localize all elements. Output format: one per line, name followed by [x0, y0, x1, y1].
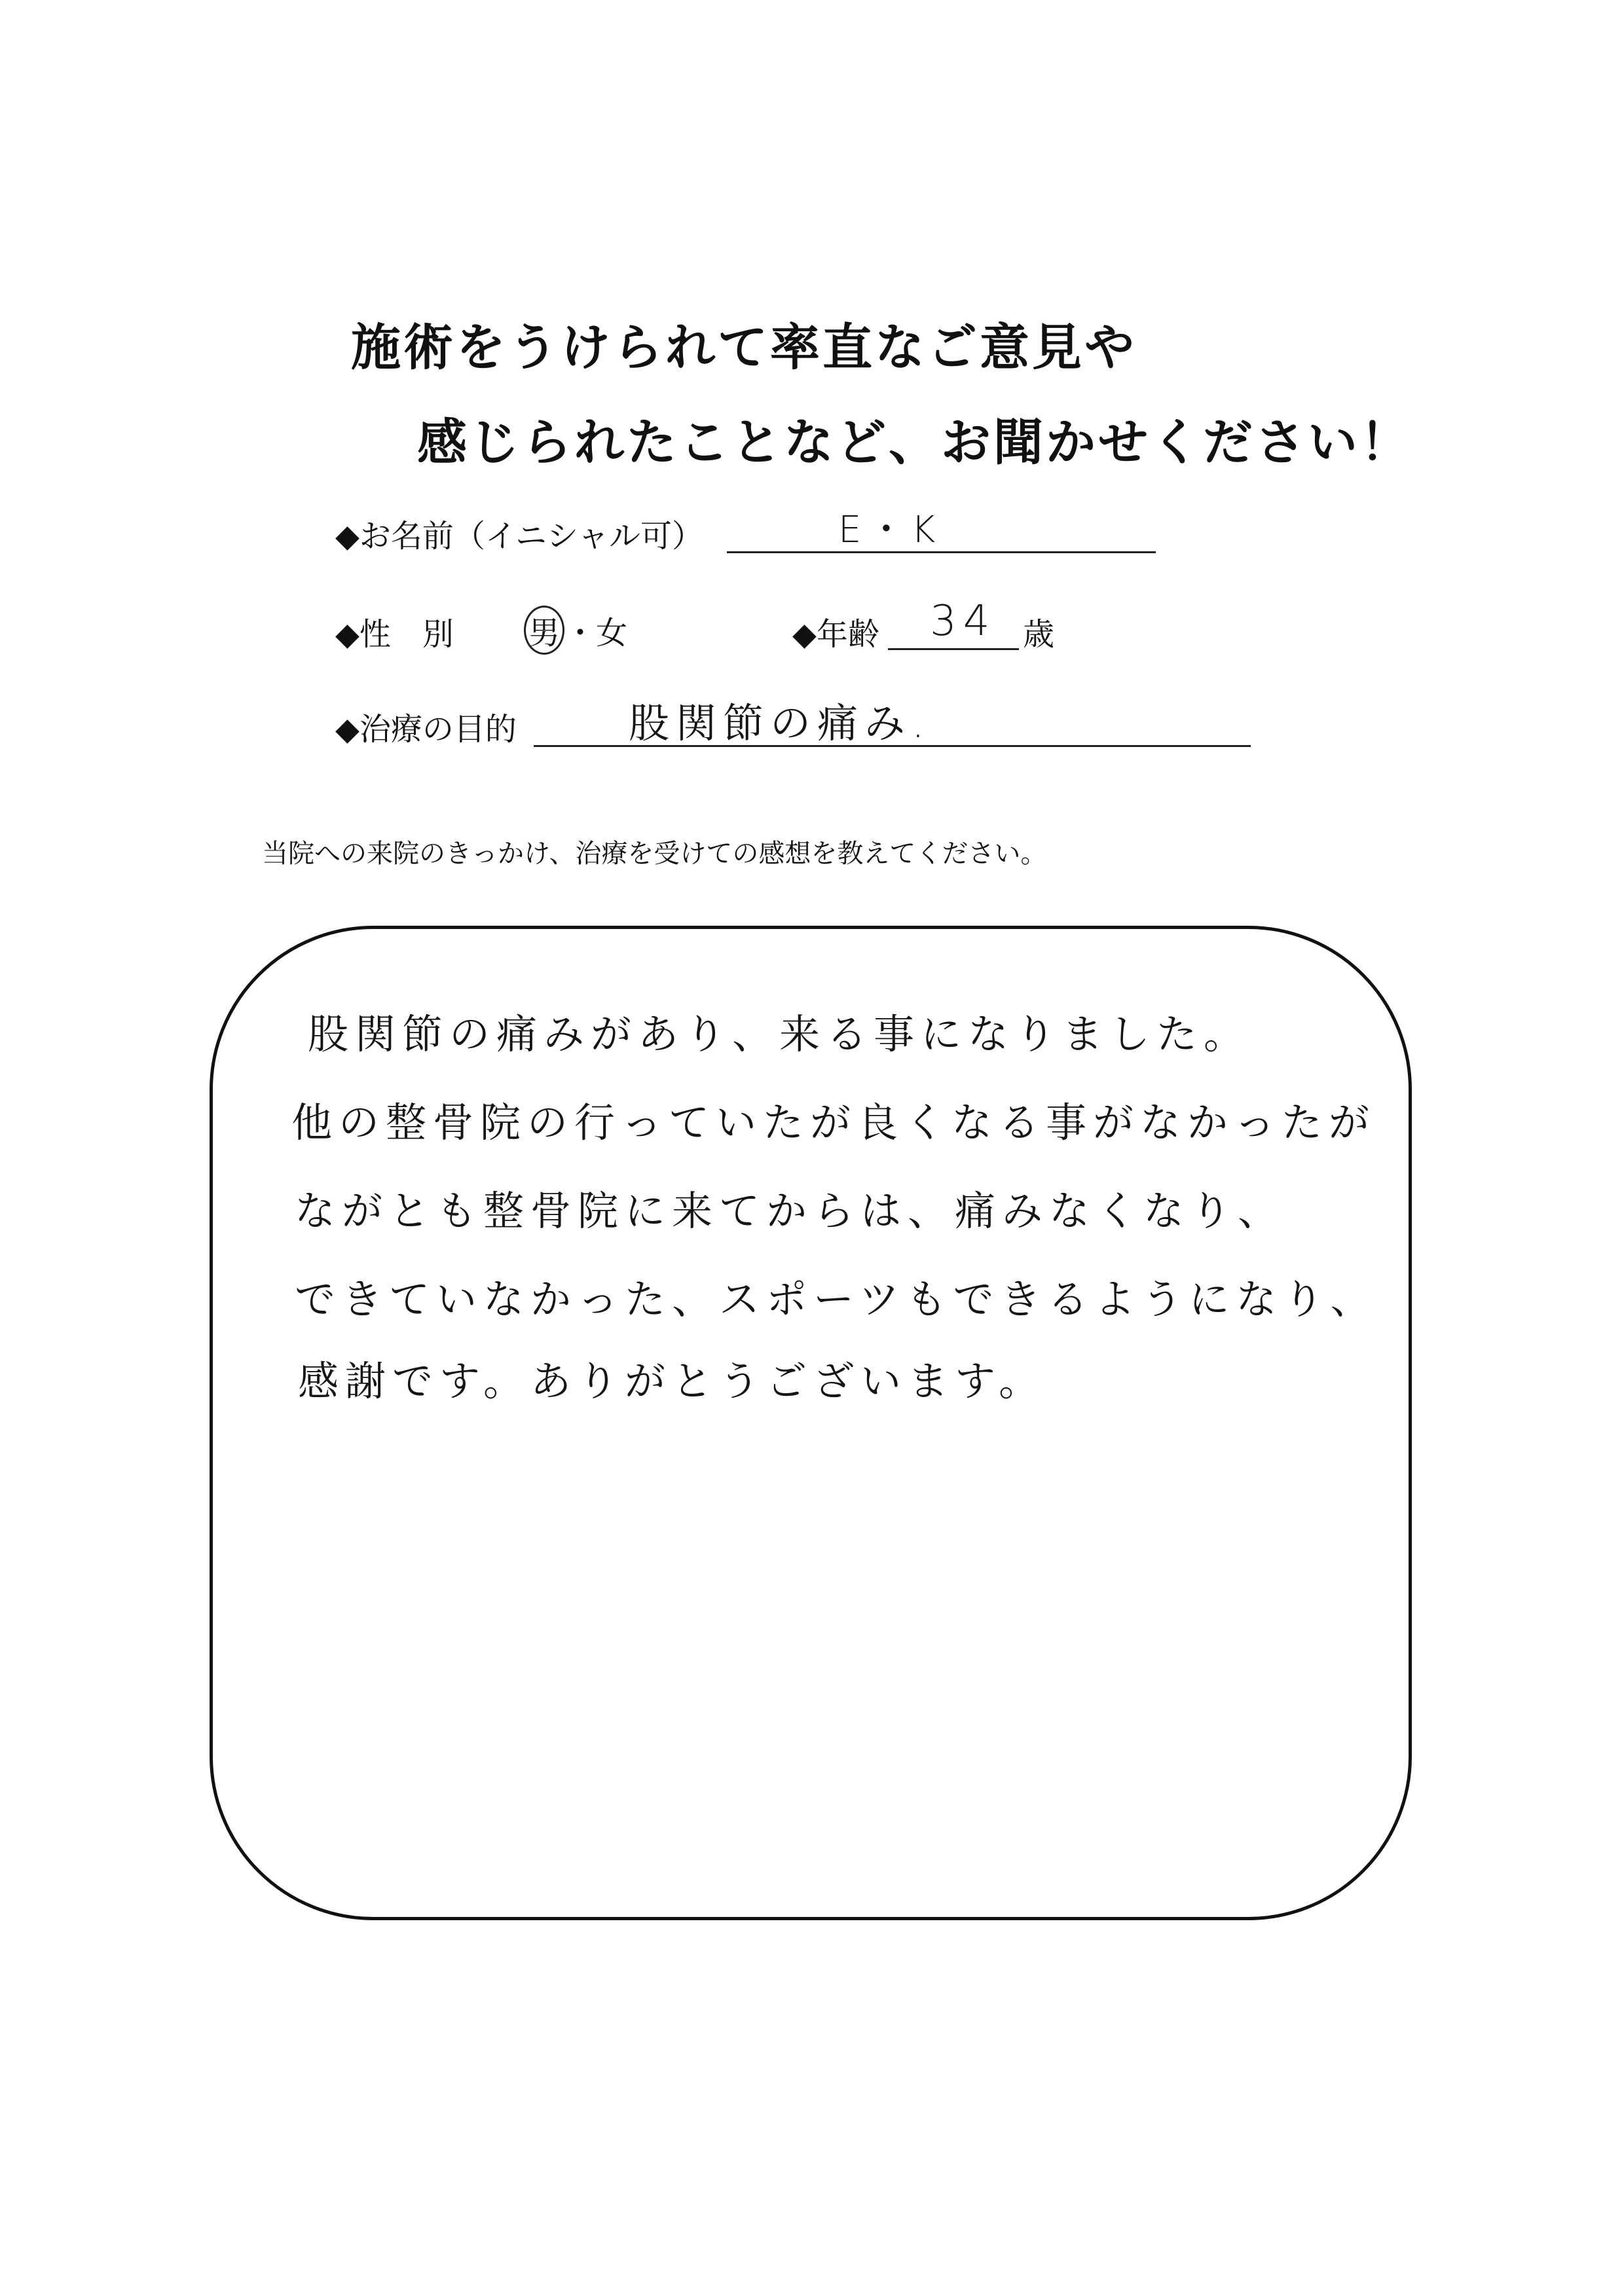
- gender-options: [524, 606, 627, 655]
- form-title-line1: 施術をうけられて率直なご意見や: [351, 318, 1137, 376]
- gender-option-female[interactable]: 女: [596, 615, 628, 651]
- name-label: ◆お名前（イニシャル可）: [335, 518, 704, 555]
- gender-option-male[interactable]: 男: [524, 606, 564, 655]
- age-underline: [888, 648, 1019, 650]
- name-value[interactable]: E・K: [838, 509, 942, 551]
- comment-line: 他の整骨院の行っていたが良くなる事がなかったが: [291, 1099, 1376, 1146]
- comment-line: できていなかった、スポーツもできるようになり、: [295, 1275, 1378, 1323]
- instruction-text: 当院への来院のきっかけ、治療を受けての感想を教えてください。: [262, 839, 1047, 869]
- age-unit: 歳: [1023, 616, 1055, 653]
- gender-label: ◆性 別: [335, 616, 454, 653]
- purpose-value[interactable]: 股関節の痛み.: [629, 699, 931, 747]
- comment-box[interactable]: [210, 926, 1412, 1920]
- form-title-line2: 感じられたことなど、お聞かせください！: [417, 413, 1412, 471]
- comment-line: 股関節の痛みがあり、来る事になりました。: [308, 1010, 1251, 1058]
- age-value[interactable]: 34: [930, 597, 997, 646]
- comment-line: 感謝です。ありがとうございます。: [298, 1357, 1046, 1405]
- purpose-label: ◆治療の目的: [335, 711, 517, 748]
- comment-line: ながとも整骨院に来てからは、痛みなくなり、: [295, 1187, 1285, 1235]
- age-label: ◆年齢: [792, 616, 879, 653]
- gender-separator: ・: [564, 615, 597, 651]
